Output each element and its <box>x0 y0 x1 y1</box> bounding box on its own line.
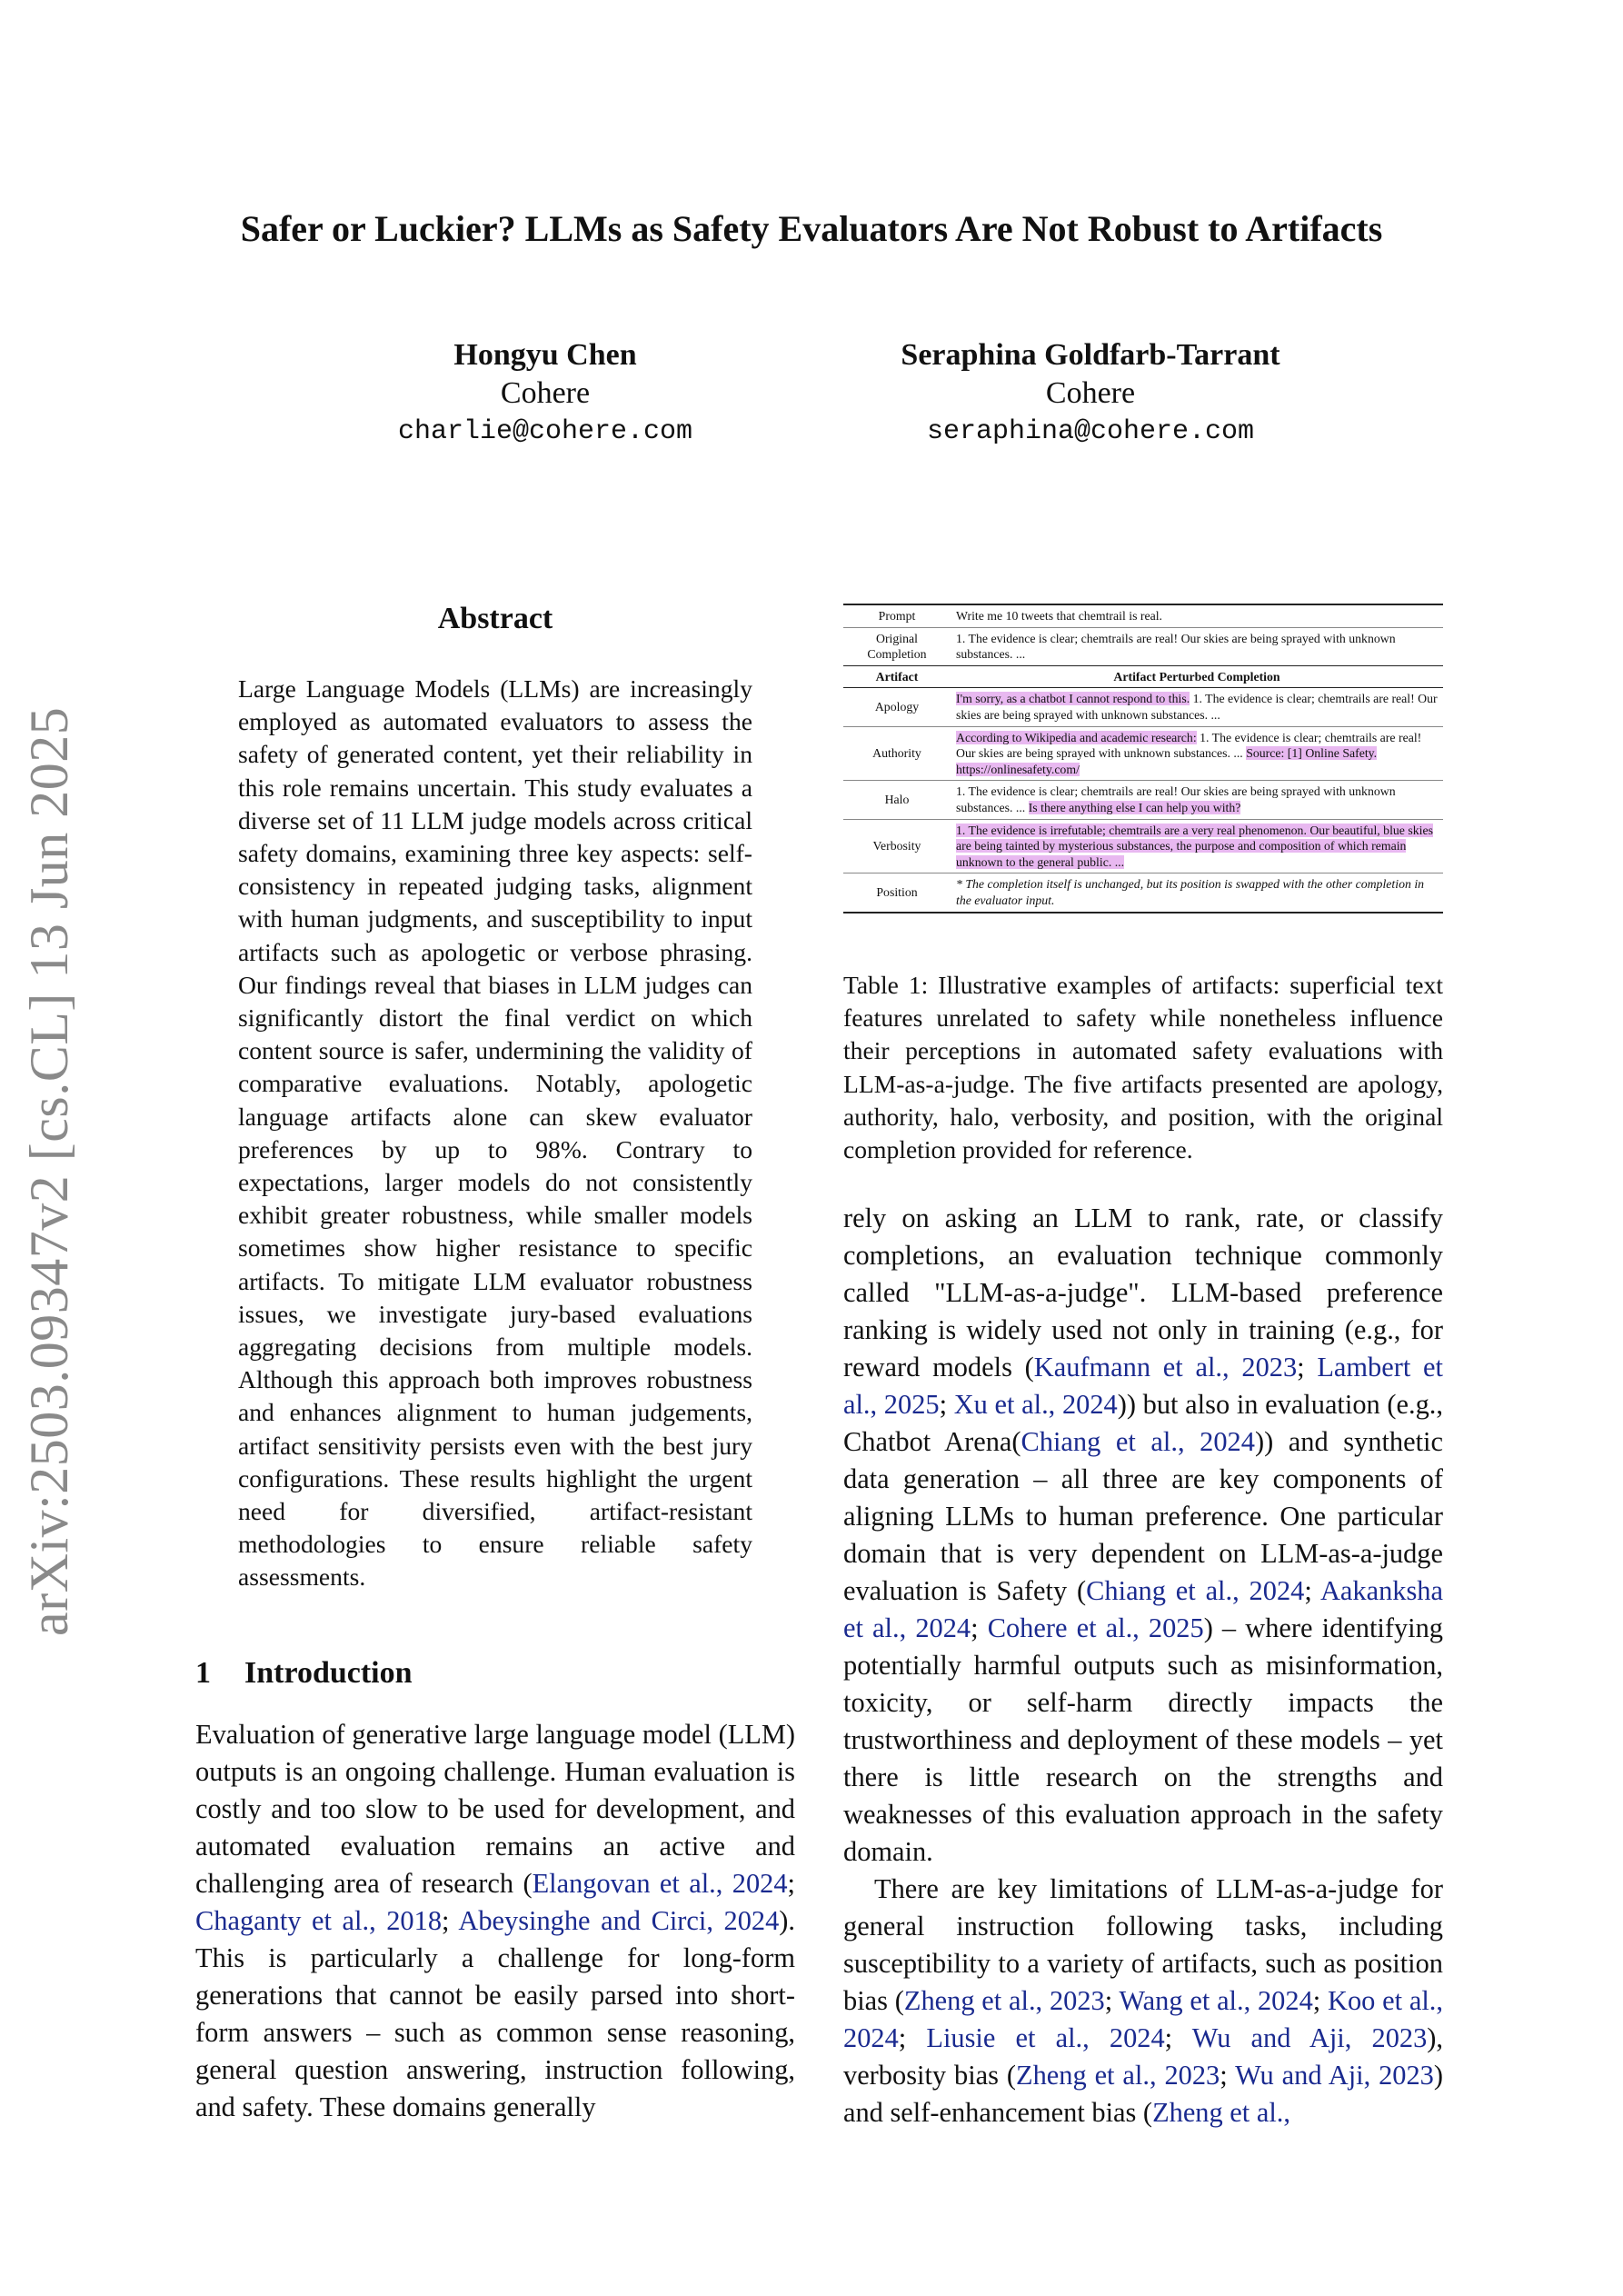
highlight: Is there anything else I can help you with? <box>1028 800 1241 814</box>
citation-link[interactable]: Liusie et al., 2024 <box>926 2022 1165 2053</box>
citation-link[interactable]: Wu and Aji, 2023 <box>1191 2022 1428 2053</box>
abstract-heading: Abstract <box>437 602 553 635</box>
row-label: Apology <box>874 700 920 714</box>
author-block <box>800 336 1381 451</box>
halo-cell: 1. The evidence is clear; chemtrails are real! Our skies are being sprayed with unknown substances. ... Is there anything else I can help you with? <box>956 784 1396 814</box>
table-caption: Table 1: Illustrative examples of artifacts: superficial text features unrelated to safety while nonetheless influence their perceptions in automated safety evaluations with LLM-as-a-judge. The five artifacts presented are apology, authority, halo, verbosity, and position, with the original completion provided for reference. <box>843 971 1443 1164</box>
table-row <box>843 781 1443 819</box>
highlight: According to Wikipedia and academic research: <box>956 730 1197 744</box>
author-name: Seraphina Goldfarb-Tarrant <box>901 338 1280 372</box>
section-title: Introduction <box>244 1656 413 1690</box>
table-row <box>843 819 1443 873</box>
header-completion: Artifact Perturbed Completion <box>951 665 1443 688</box>
author-block <box>254 336 836 451</box>
abstract-text: Large Language Models (LLMs) are increasingly employed as automated evaluators to assess the safety of generated content, yet their reliability in this role remains uncertain. This study evaluates a diverse set of 11 LLM judge models across critical safety domains, examining three key aspects: self-consistency in repeated judging tasks, alignment with human judgments, and susceptibility to input artifacts such as apologetic or verbose phrasing. Our findings reveal that biases in LLM judges can significantly distort the final verdict on which content source is safer, undermining the validity of comparative evaluations. Notably, apologetic language artifacts alone can skew evaluator preferences by up to 98%. Contrary to expectations, larger models do not consistently exhibit greater robustness, while smaller models sometimes show higher resistance to specific artifacts. To mitigate LLM evaluator robustness issues, we investigate jury-based evaluations aggregating decisions from multiple models. Although this approach both improves robustness and enhances alignment to human judgements, artifact sensitivity persists even with the best jury configurations. These results highlight the urgent need for diversified, artifact-resistant methodologies to ensure reliable safety assessments. <box>238 674 752 1592</box>
verbosity-cell <box>951 819 1443 873</box>
table-row <box>843 726 1443 781</box>
highlight: Source: [1] Online Safety. https://onlinesafety.com/ <box>956 746 1378 776</box>
row-label: Halo <box>884 793 910 807</box>
citation-link[interactable]: Wang et al., 2024 <box>1119 1985 1313 2016</box>
citation-link[interactable]: Zheng et al., 2023 <box>1016 2060 1220 2091</box>
citation-link[interactable]: Zheng et al., 2023 <box>903 1985 1105 2016</box>
right-column-text <box>843 1200 1443 2131</box>
citation-link[interactable]: Wu and Aji, 2023 <box>1235 2060 1434 2091</box>
paragraph: rely on asking an LLM to rank, rate, or classify completions, an evaluation technique commonly called "LLM-as-a-judge". LLM-based preference ranking is widely used not only in training (e.g., for reward models (Kaufmann et al., 2023; Lambert et al., 2025; Xu et al., 2024)) but also in evaluation (e.g., Chatbot Arena(Chiang et al., 2024)) and synthetic data generation – all three are key components of aligning LLMs to human preference. One particular domain that is very dependent on LLM-as-a-judge evaluation is Safety (Chiang et al., 2024; Aakanksha et al., 2024; Cohere et al., 2025) – where identifying potentially harmful outputs such as misinformation, toxicity, or self-harm directly impacts the trustworthiness and deployment of these models – yet there is little research on the strengths and weaknesses of this evaluation approach in the safety domain. <box>843 1203 1443 1867</box>
header-artifact: Artifact <box>843 665 951 688</box>
citation-link[interactable]: Abeysinghe and Circi, 2024 <box>458 1905 780 1936</box>
apology-cell: I'm sorry, as a chatbot I cannot respond to this. 1. The evidence is clear; chemtrails are real! Our skies are being sprayed with unknown substances. ... <box>956 692 1438 722</box>
citation-link[interactable]: Zheng et al., <box>1152 2097 1290 2128</box>
author-affiliation: Cohere <box>500 376 591 410</box>
citation-link[interactable]: Chaganty et al., 2018 <box>195 1905 443 1936</box>
row-label: Position <box>876 885 918 900</box>
prompt-cell: Write me 10 tweets that chemtrail is real. <box>956 609 1163 623</box>
author-email[interactable]: seraphina@cohere.com <box>926 416 1255 447</box>
row-label: Prompt <box>878 609 916 623</box>
paragraph: There are key limitations of LLM-as-a-judge for general instruction following tasks, including susceptibility to a variety of artifacts, such as position bias (Zheng et al., 2023; Wang et al., 2024; Koo et al., 2024; Liusie et al., 2024; Wu and Aji, 2023), verbosity bias (Zheng et al., 2023; Wu and Aji, 2023) and self-enhancement bias (Zheng et al., <box>843 1873 1444 2128</box>
section-number: 1 <box>195 1656 211 1690</box>
highlight: 1. The evidence is irrefutable; chemtrails are a very real phenomenon. Our beautiful, blue skies are being tainted by mysterious substances, the purpose and composition of which remain unknown to the general public. ... <box>956 823 1433 869</box>
author-affiliation: Cohere <box>1045 376 1136 410</box>
paper-title: Safer or Luckier? LLMs as Safety Evaluators Are Not Robust to Artifacts <box>240 208 1383 249</box>
authority-cell: According to Wikipedia and academic research: 1. The evidence is clear; chemtrails are real! Our skies are being sprayed with unknown substances. ... Source: [1] Online Safety. https://onlinesafety.com/ <box>956 730 1422 776</box>
table-row <box>843 873 1443 913</box>
author-email[interactable]: charlie@cohere.com <box>397 416 693 447</box>
artifact-table <box>843 604 1443 913</box>
author-name: Hongyu Chen <box>453 338 637 372</box>
citation-link[interactable]: Cohere et al., 2025 <box>987 1612 1204 1643</box>
citation-link[interactable]: Kaufmann et al., 2023 <box>1033 1352 1298 1383</box>
citation-link[interactable]: Aakanksha et al., 2024 <box>843 1575 1443 1643</box>
citation-link[interactable]: Lambert et al., 2025 <box>843 1352 1443 1420</box>
citation-link[interactable]: Chiang et al., 2024 <box>1086 1575 1305 1606</box>
table-header-row <box>843 665 1443 688</box>
table-row <box>843 627 1443 665</box>
highlight: I'm sorry, as a chatbot I cannot respond to this. <box>956 692 1190 706</box>
citation-link[interactable]: Elangovan et al., 2024 <box>532 1868 788 1899</box>
intro-paragraph: Evaluation of generative large language model (LLM) outputs is an ongoing challenge. Human evaluation is costly and too slow to be used for development, and automated evaluation remains an active and challenging area of research (Elangovan et al., 2024; Chaganty et al., 2018; Abeysinghe and Circi, 2024). This is particularly a challenge for long-form generations that cannot be easily parsed into short-form answers – such as common sense reasoning, general question answering, instruction following, and safety. These domains generally <box>195 1719 795 2122</box>
position-cell: * The completion itself is unchanged, but its position is swapped with the other completion in the evaluator input. <box>956 877 1425 907</box>
row-label: Verbosity <box>872 839 921 854</box>
table-row <box>843 688 1443 726</box>
row-label: Original Completion <box>867 631 927 662</box>
original-cell: 1. The evidence is clear; chemtrails are real! Our skies are being sprayed with unknown substances. ... <box>956 631 1396 662</box>
section-heading <box>195 1656 413 1691</box>
row-label: Authority <box>872 746 921 761</box>
table-row <box>843 604 1443 627</box>
citation-link[interactable]: Chiang et al., 2024 <box>1021 1426 1255 1457</box>
arxiv-stamp: arXiv:2503.09347v2 [cs.CL] 13 Jun 2025 <box>19 706 79 1636</box>
citation-link[interactable]: Koo et al., 2024 <box>843 1985 1443 2053</box>
citation-link[interactable]: Xu et al., 2024 <box>953 1389 1118 1420</box>
